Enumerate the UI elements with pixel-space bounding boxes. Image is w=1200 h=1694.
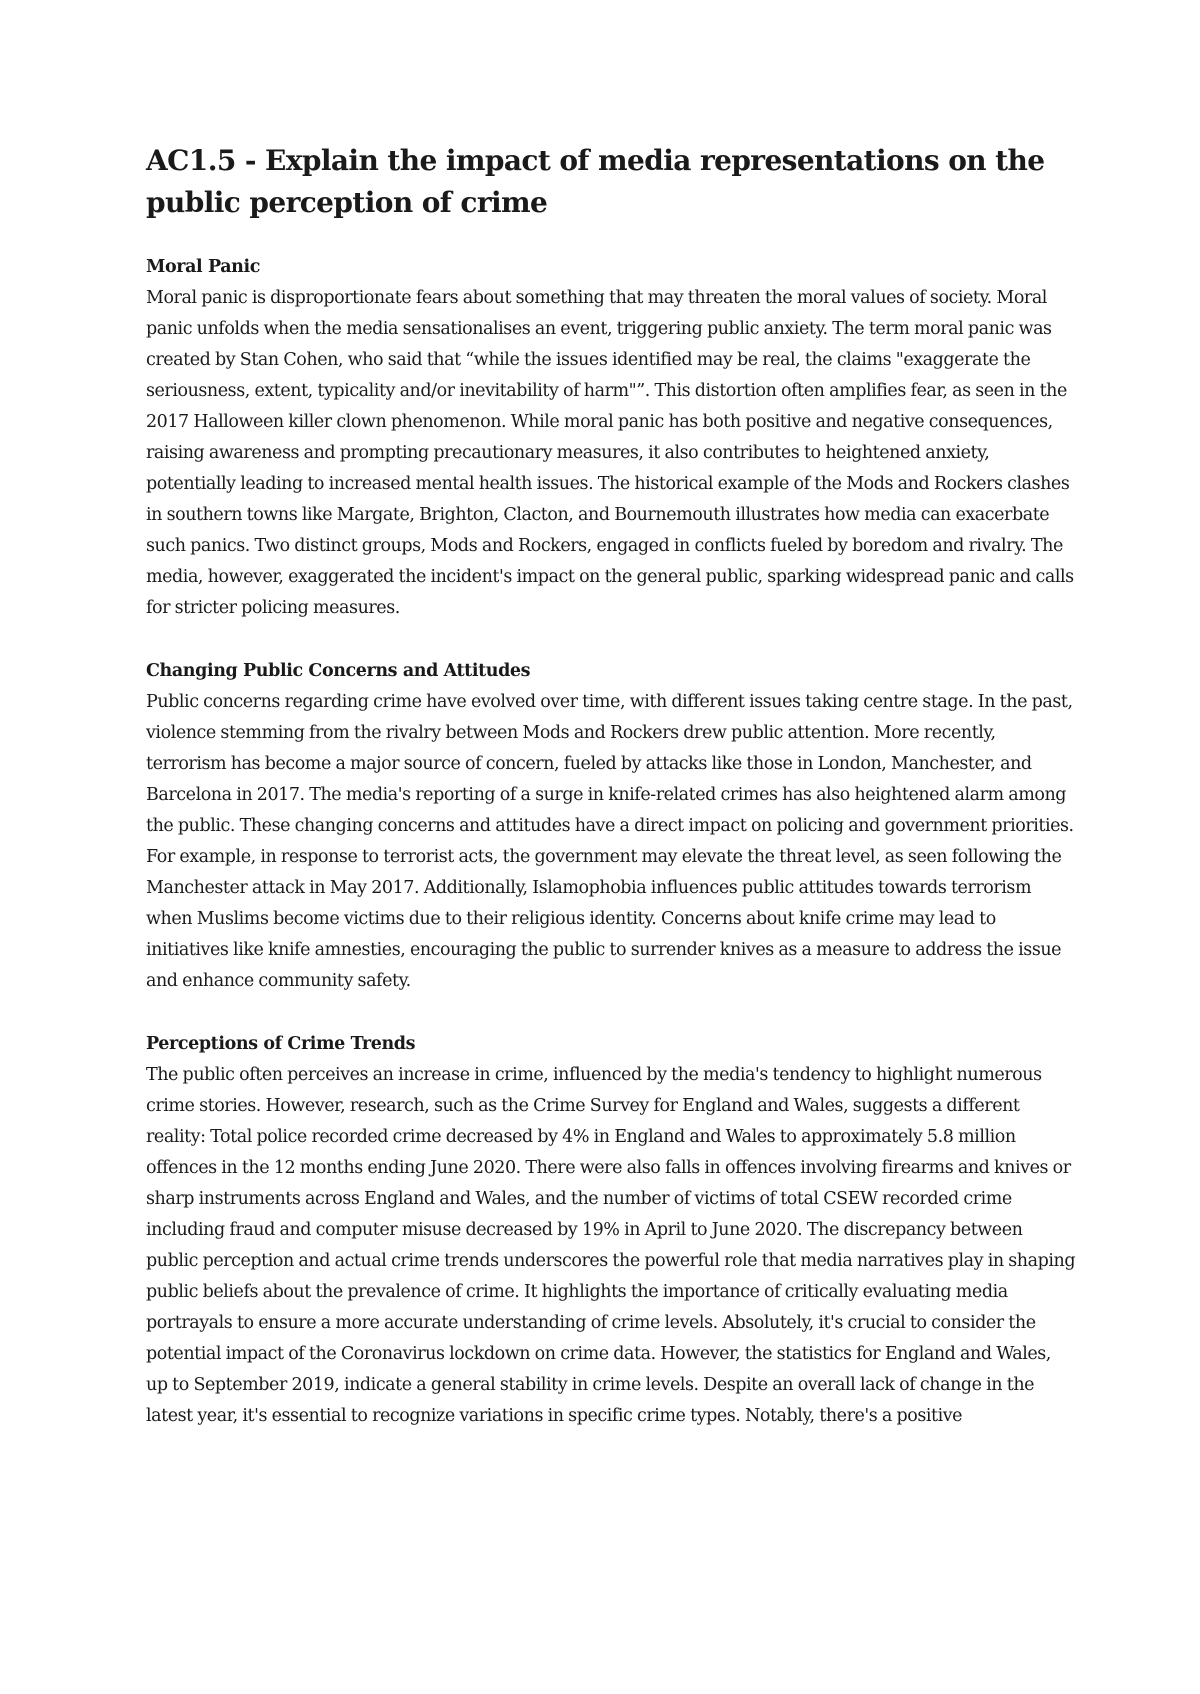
section-heading: Moral Panic bbox=[146, 257, 260, 277]
section-body: Moral panic is disproportionate fears about something that may threaten the moral values of society. Moral panic unfolds when the media sensationalises an event, triggering public anxiety. The term moral panic was created by Stan Cohen, who said that “while the issues identified may be real, the claims "exaggerate the seriousness, extent, typicality and/or inevitability of harm"”. This distortion often amplifies fear, as seen in the 2017 Halloween killer clown phenomenon. While moral panic has both positive and negative consequences, raising awareness and prompting precautionary measures, it also contributes to heightened anxiety, potentially leading to increased mental health issues. The historical example of the Mods and Rockers clashes in southern towns like Margate, Brighton, Clacton, and Bournemouth illustrates how media can exacerbate such panics. Two distinct groups, Mods and Rockers, engaged in conflicts fueled by boredom and rivalry. The media, however, exaggerated the incident's impact on the general public, sparking widespread panic and calls for stricter policing measures. bbox=[146, 288, 1074, 618]
section-body: The public often perceives an increase in crime, influenced by the media's tendency to highlight numerous crime stories. However, research, such as the Crime Survey for England and Wales, suggests a different reality: Total police recorded crime decreased by 4% in England and Wales to approximately 5.8 million offences in the 12 months ending June 2020. There were also falls in offences involving firearms and knives or sharp instruments across England and Wales, and the number of victims of total CSEW recorded crime including fraud and computer misuse decreased by 19% in April to June 2020. The discrepancy between public perception and actual crime trends underscores the powerful role that media narratives play in shaping public beliefs about the prevalence of crime. It highlights the importance of critically evaluating media portrayals to ensure a more accurate understanding of crime levels. Absolutely, it's crucial to consider the potential impact of the Coronavirus lockdown on crime data. However, the statistics for England and Wales, up to September 2019, indicate a general stability in crime levels. Despite an overall lack of change in the latest year, it's essential to recognize variations in specific crime types. Notably, there's a positive bbox=[146, 1065, 1076, 1426]
document-title: AC1.5 - Explain the impact of media representations on the public perception of crime bbox=[146, 144, 1045, 219]
section-body: Public concerns regarding crime have evolved over time, with different issues taking centre stage. In the past, violence stemming from the rivalry between Mods and Rockers drew public attention. More recently, terrorism has become a major source of concern, fueled by attacks like those in London, Manchester, and Barcelona in 2017. The media's reporting of a surge in knife-related crimes has also heightened alarm among the public. These changing concerns and attitudes have a direct impact on policing and government priorities. For example, in response to terrorist acts, the government may elevate the threat level, as seen following the Manchester attack in May 2017. Additionally, Islamophobia influences public attitudes towards terrorism when Muslims become victims due to their religious identity. Concerns about knife crime may lead to initiatives like knife amnesties, encouraging the public to surrender knives as a measure to address the issue and enhance community safety. bbox=[146, 692, 1074, 991]
section-perceptions-of-crime-trends bbox=[146, 1029, 1076, 1432]
section-changing-public-concerns bbox=[146, 656, 1076, 997]
document-page bbox=[146, 140, 1076, 1464]
section-heading: Changing Public Concerns and Attitudes bbox=[146, 661, 531, 681]
section-heading: Perceptions of Crime Trends bbox=[146, 1034, 416, 1054]
section-moral-panic bbox=[146, 252, 1076, 624]
